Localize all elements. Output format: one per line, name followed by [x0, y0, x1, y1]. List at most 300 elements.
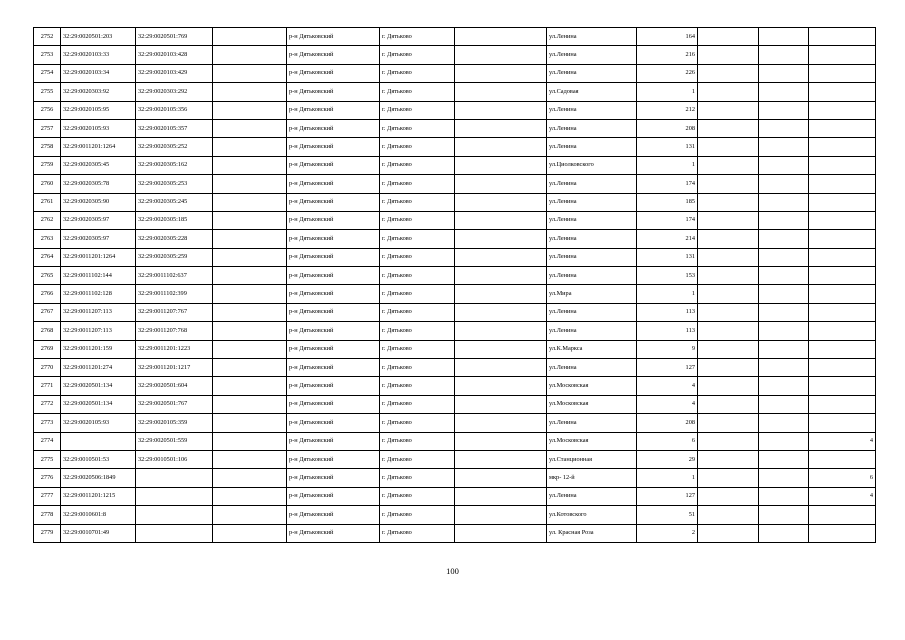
empty-cell [698, 83, 759, 101]
empty-cell [455, 487, 547, 505]
district-cell: р-н Дятьковский [287, 119, 380, 137]
row-number-cell: 2778 [34, 506, 61, 524]
house-number-cell: 164 [637, 28, 698, 46]
table-row [34, 211, 876, 229]
row-number-cell: 2775 [34, 450, 61, 468]
house-number-cell: 1 [637, 469, 698, 487]
house-number-cell: 127 [637, 359, 698, 377]
city-cell: г. Дятьково [380, 303, 455, 321]
row-number-cell: 2771 [34, 377, 61, 395]
street-cell: ул.Ленина [547, 211, 637, 229]
empty-cell [698, 267, 759, 285]
empty-cell [759, 267, 809, 285]
district-cell: р-н Дятьковский [287, 469, 380, 487]
cadastral-number-cell: 32:29:0020105:93 [61, 119, 136, 137]
apartment-cell [809, 64, 876, 82]
row-number-cell: 2766 [34, 285, 61, 303]
empty-cell [213, 175, 287, 193]
empty-cell [455, 46, 547, 64]
object-cadastral-number-cell: 32:29:0011102:637 [136, 267, 213, 285]
empty-cell [455, 211, 547, 229]
city-cell: г. Дятьково [380, 267, 455, 285]
apartment-cell [809, 248, 876, 266]
street-cell: ул.Ленина [547, 101, 637, 119]
row-number-cell: 2763 [34, 230, 61, 248]
empty-cell [455, 506, 547, 524]
row-number-cell: 2772 [34, 395, 61, 413]
cadastral-number-cell: 32:29:0020501:134 [61, 377, 136, 395]
apartment-cell [809, 230, 876, 248]
table-row [34, 285, 876, 303]
house-number-cell: 2 [637, 524, 698, 542]
empty-cell [213, 193, 287, 211]
cadastral-number-cell: 32:29:0011102:144 [61, 267, 136, 285]
object-cadastral-number-cell: 32:29:0020303:292 [136, 83, 213, 101]
apartment-cell [809, 506, 876, 524]
cadastral-number-cell: 32:29:0010701:49 [61, 524, 136, 542]
house-number-cell: 9 [637, 340, 698, 358]
empty-cell [698, 322, 759, 340]
street-cell: ул.Ленина [547, 138, 637, 156]
street-cell: ул.Садовая [547, 83, 637, 101]
empty-cell [213, 211, 287, 229]
apartment-cell [809, 377, 876, 395]
empty-cell [759, 322, 809, 340]
table-row [34, 303, 876, 321]
row-number-cell: 2764 [34, 248, 61, 266]
district-cell: р-н Дятьковский [287, 211, 380, 229]
empty-cell [213, 322, 287, 340]
table-row [34, 322, 876, 340]
empty-cell [213, 46, 287, 64]
street-cell: ул.Ленина [547, 64, 637, 82]
city-cell: г. Дятьково [380, 377, 455, 395]
table-row [34, 469, 876, 487]
district-cell: р-н Дятьковский [287, 46, 380, 64]
row-number-cell: 2774 [34, 432, 61, 450]
cadastral-number-cell: 32:29:0020103:33 [61, 46, 136, 64]
empty-cell [759, 340, 809, 358]
house-number-cell: 174 [637, 211, 698, 229]
object-cadastral-number-cell: 32:29:0020305:245 [136, 193, 213, 211]
empty-cell [698, 450, 759, 468]
object-cadastral-number-cell: 32:29:0020501:604 [136, 377, 213, 395]
empty-cell [213, 248, 287, 266]
object-cadastral-number-cell: 32:29:0020501:769 [136, 28, 213, 46]
row-number-cell: 2762 [34, 211, 61, 229]
house-number-cell: 4 [637, 395, 698, 413]
street-cell: ул.Ленина [547, 46, 637, 64]
city-cell: г. Дятьково [380, 230, 455, 248]
street-cell: ул.Ленина [547, 230, 637, 248]
district-cell: р-н Дятьковский [287, 83, 380, 101]
table-row [34, 83, 876, 101]
street-cell: ул.Мира [547, 285, 637, 303]
district-cell: р-н Дятьковский [287, 267, 380, 285]
empty-cell [759, 156, 809, 174]
district-cell: р-н Дятьковский [287, 175, 380, 193]
cadastral-number-cell: 32:29:0020501:134 [61, 395, 136, 413]
row-number-cell: 2776 [34, 469, 61, 487]
row-number-cell: 2761 [34, 193, 61, 211]
empty-cell [759, 432, 809, 450]
apartment-cell [809, 285, 876, 303]
row-number-cell: 2760 [34, 175, 61, 193]
empty-cell [698, 432, 759, 450]
district-cell: р-н Дятьковский [287, 340, 380, 358]
district-cell: р-н Дятьковский [287, 156, 380, 174]
city-cell: г. Дятьково [380, 340, 455, 358]
apartment-cell [809, 395, 876, 413]
house-number-cell: 226 [637, 64, 698, 82]
street-cell: ул.Станционная [547, 450, 637, 468]
empty-cell [698, 211, 759, 229]
apartment-cell: 6 [809, 469, 876, 487]
city-cell: г. Дятьково [380, 211, 455, 229]
house-number-cell: 113 [637, 303, 698, 321]
table-row [34, 248, 876, 266]
cadastral-number-cell: 32:29:0020305:78 [61, 175, 136, 193]
table-row [34, 119, 876, 137]
empty-cell [455, 303, 547, 321]
street-cell: ул.Московская [547, 377, 637, 395]
house-number-cell: 4 [637, 377, 698, 395]
empty-cell [759, 303, 809, 321]
object-cadastral-number-cell: 32:29:0010501:106 [136, 450, 213, 468]
house-number-cell: 29 [637, 450, 698, 468]
apartment-cell [809, 303, 876, 321]
object-cadastral-number-cell: 32:29:0020501:559 [136, 432, 213, 450]
city-cell: г. Дятьково [380, 193, 455, 211]
cadastral-number-cell: 32:29:0020103:34 [61, 64, 136, 82]
house-number-cell: 216 [637, 46, 698, 64]
empty-cell [455, 267, 547, 285]
empty-cell [455, 285, 547, 303]
row-number-cell: 2779 [34, 524, 61, 542]
street-cell: ул.Ленина [547, 359, 637, 377]
city-cell: г. Дятьково [380, 83, 455, 101]
house-number-cell: 214 [637, 230, 698, 248]
apartment-cell [809, 28, 876, 46]
empty-cell [213, 450, 287, 468]
city-cell: г. Дятьково [380, 28, 455, 46]
object-cadastral-number-cell: 32:29:0020103:428 [136, 46, 213, 64]
object-cadastral-number-cell: 32:29:0020105:359 [136, 414, 213, 432]
district-cell: р-н Дятьковский [287, 450, 380, 468]
row-number-cell: 2767 [34, 303, 61, 321]
city-cell: г. Дятьково [380, 469, 455, 487]
street-cell: ул.Ленина [547, 303, 637, 321]
apartment-cell [809, 322, 876, 340]
empty-cell [213, 156, 287, 174]
empty-cell [759, 450, 809, 468]
street-cell: ул.Ленина [547, 414, 637, 432]
page-number: 100 [446, 566, 459, 576]
empty-cell [213, 377, 287, 395]
row-number-cell: 2773 [34, 414, 61, 432]
district-cell: р-н Дятьковский [287, 285, 380, 303]
table-row [34, 267, 876, 285]
empty-cell [455, 83, 547, 101]
district-cell: р-н Дятьковский [287, 395, 380, 413]
city-cell: г. Дятьково [380, 414, 455, 432]
street-cell: ул.Ленина [547, 267, 637, 285]
cadastral-number-cell: 32:29:0010501:53 [61, 450, 136, 468]
empty-cell [455, 175, 547, 193]
row-number-cell: 2758 [34, 138, 61, 156]
object-cadastral-number-cell: 32:29:0011207:768 [136, 322, 213, 340]
row-number-cell: 2753 [34, 46, 61, 64]
empty-cell [759, 487, 809, 505]
street-cell: ул.Ленина [547, 28, 637, 46]
cadastral-number-cell: 32:29:0011102:128 [61, 285, 136, 303]
empty-cell [698, 340, 759, 358]
empty-cell [455, 119, 547, 137]
empty-cell [698, 119, 759, 137]
cadastral-number-cell: 32:29:0011201:1264 [61, 248, 136, 266]
empty-cell [698, 303, 759, 321]
cadastral-number-cell: 32:29:0011201:1264 [61, 138, 136, 156]
empty-cell [213, 285, 287, 303]
apartment-cell [809, 83, 876, 101]
city-cell: г. Дятьково [380, 101, 455, 119]
row-number-cell: 2759 [34, 156, 61, 174]
registry-rows [34, 28, 876, 543]
row-number-cell: 2765 [34, 267, 61, 285]
city-cell: г. Дятьково [380, 450, 455, 468]
cadastral-number-cell: 32:29:0020305:90 [61, 193, 136, 211]
city-cell: г. Дятьково [380, 285, 455, 303]
empty-cell [759, 285, 809, 303]
empty-cell [759, 119, 809, 137]
cadastral-number-cell: 32:29:0020305:45 [61, 156, 136, 174]
row-number-cell: 2770 [34, 359, 61, 377]
district-cell: р-н Дятьковский [287, 64, 380, 82]
empty-cell [213, 359, 287, 377]
district-cell: р-н Дятьковский [287, 432, 380, 450]
empty-cell [213, 101, 287, 119]
table-row [34, 28, 876, 46]
object-cadastral-number-cell: 32:29:0020305:253 [136, 175, 213, 193]
apartment-cell [809, 359, 876, 377]
empty-cell [213, 119, 287, 137]
city-cell: г. Дятьково [380, 248, 455, 266]
empty-cell [455, 138, 547, 156]
house-number-cell: 153 [637, 267, 698, 285]
apartment-cell [809, 211, 876, 229]
table-row [34, 193, 876, 211]
apartment-cell [809, 193, 876, 211]
street-cell: ул.Ленина [547, 248, 637, 266]
house-number-cell: 131 [637, 248, 698, 266]
empty-cell [759, 193, 809, 211]
cadastral-number-cell: 32:29:0020105:95 [61, 101, 136, 119]
apartment-cell: 4 [809, 487, 876, 505]
cadastral-number-cell: 32:29:0011207:113 [61, 322, 136, 340]
row-number-cell: 2777 [34, 487, 61, 505]
empty-cell [213, 432, 287, 450]
house-number-cell: 6 [637, 432, 698, 450]
district-cell: р-н Дятьковский [287, 377, 380, 395]
empty-cell [213, 506, 287, 524]
empty-cell [455, 377, 547, 395]
table-row [34, 138, 876, 156]
city-cell: г. Дятьково [380, 156, 455, 174]
empty-cell [698, 469, 759, 487]
house-number-cell: 127 [637, 487, 698, 505]
empty-cell [759, 64, 809, 82]
street-cell: ул.Ленина [547, 487, 637, 505]
empty-cell [759, 138, 809, 156]
empty-cell [455, 450, 547, 468]
street-cell: ул.Ленина [547, 322, 637, 340]
apartment-cell [809, 524, 876, 542]
house-number-cell: 208 [637, 414, 698, 432]
apartment-cell [809, 46, 876, 64]
empty-cell [698, 46, 759, 64]
apartment-cell [809, 267, 876, 285]
empty-cell [759, 28, 809, 46]
district-cell: р-н Дятьковский [287, 359, 380, 377]
city-cell: г. Дятьково [380, 432, 455, 450]
empty-cell [698, 395, 759, 413]
city-cell: г. Дятьково [380, 119, 455, 137]
empty-cell [213, 28, 287, 46]
city-cell: г. Дятьково [380, 524, 455, 542]
cadastral-number-cell: 32:29:0011207:113 [61, 303, 136, 321]
object-cadastral-number-cell: 32:29:0011102:399 [136, 285, 213, 303]
apartment-cell: 4 [809, 432, 876, 450]
empty-cell [455, 395, 547, 413]
cadastral-number-cell [61, 432, 136, 450]
empty-cell [698, 487, 759, 505]
empty-cell [759, 506, 809, 524]
registry-table [33, 27, 876, 543]
cadastral-number-cell: 32:29:0020303:92 [61, 83, 136, 101]
empty-cell [698, 28, 759, 46]
house-number-cell: 131 [637, 138, 698, 156]
street-cell: ул. Красная Роза [547, 524, 637, 542]
empty-cell [455, 469, 547, 487]
empty-cell [213, 414, 287, 432]
city-cell: г. Дятьково [380, 64, 455, 82]
empty-cell [698, 285, 759, 303]
table-row [34, 524, 876, 542]
empty-cell [698, 64, 759, 82]
house-number-cell: 174 [637, 175, 698, 193]
row-number-cell: 2755 [34, 83, 61, 101]
object-cadastral-number-cell: 32:29:0011207:767 [136, 303, 213, 321]
table-row [34, 340, 876, 358]
table-row [34, 487, 876, 505]
empty-cell [759, 83, 809, 101]
empty-cell [698, 101, 759, 119]
empty-cell [698, 230, 759, 248]
object-cadastral-number-cell: 32:29:0020501:767 [136, 395, 213, 413]
empty-cell [698, 175, 759, 193]
object-cadastral-number-cell: 32:29:0020105:356 [136, 101, 213, 119]
empty-cell [455, 524, 547, 542]
street-cell: ул.Ленина [547, 193, 637, 211]
empty-cell [698, 377, 759, 395]
empty-cell [759, 524, 809, 542]
empty-cell [455, 64, 547, 82]
empty-cell [455, 340, 547, 358]
empty-cell [455, 193, 547, 211]
empty-cell [455, 248, 547, 266]
district-cell: р-н Дятьковский [287, 248, 380, 266]
district-cell: р-н Дятьковский [287, 28, 380, 46]
district-cell: р-н Дятьковский [287, 487, 380, 505]
table-row [34, 101, 876, 119]
apartment-cell [809, 119, 876, 137]
empty-cell [213, 340, 287, 358]
empty-cell [759, 101, 809, 119]
street-cell: ул.К.Маркса [547, 340, 637, 358]
cadastral-number-cell: 32:29:0011201:159 [61, 340, 136, 358]
table-row [34, 175, 876, 193]
street-cell: ул.Московская [547, 432, 637, 450]
apartment-cell [809, 156, 876, 174]
row-number-cell: 2769 [34, 340, 61, 358]
table-row [34, 377, 876, 395]
empty-cell [759, 414, 809, 432]
cadastral-number-cell: 32:29:0010601:8 [61, 506, 136, 524]
empty-cell [698, 248, 759, 266]
table-row [34, 230, 876, 248]
cadastral-number-cell: 32:29:0011201:274 [61, 359, 136, 377]
empty-cell [759, 175, 809, 193]
object-cadastral-number-cell: 32:29:0020305:162 [136, 156, 213, 174]
district-cell: р-н Дятьковский [287, 524, 380, 542]
city-cell: г. Дятьково [380, 138, 455, 156]
empty-cell [759, 377, 809, 395]
object-cadastral-number-cell: 32:29:0011201:1223 [136, 340, 213, 358]
district-cell: р-н Дятьковский [287, 193, 380, 211]
house-number-cell: 212 [637, 101, 698, 119]
object-cadastral-number-cell: 32:29:0020305:259 [136, 248, 213, 266]
empty-cell [455, 322, 547, 340]
cadastral-number-cell: 32:29:0020105:93 [61, 414, 136, 432]
empty-cell [213, 395, 287, 413]
street-cell: ул.Московская [547, 395, 637, 413]
table-row [34, 395, 876, 413]
row-number-cell: 2752 [34, 28, 61, 46]
object-cadastral-number-cell: 32:29:0020305:252 [136, 138, 213, 156]
object-cadastral-number-cell: 32:29:0020305:185 [136, 211, 213, 229]
row-number-cell: 2756 [34, 101, 61, 119]
cadastral-number-cell: 32:29:0020305:97 [61, 211, 136, 229]
street-cell: ул.Ленина [547, 119, 637, 137]
empty-cell [698, 138, 759, 156]
table-row [34, 450, 876, 468]
city-cell: г. Дятьково [380, 359, 455, 377]
table-row [34, 432, 876, 450]
city-cell: г. Дятьково [380, 175, 455, 193]
empty-cell [213, 138, 287, 156]
row-number-cell: 2757 [34, 119, 61, 137]
empty-cell [759, 395, 809, 413]
empty-cell [759, 46, 809, 64]
district-cell: р-н Дятьковский [287, 506, 380, 524]
city-cell: г. Дятьково [380, 395, 455, 413]
city-cell: г. Дятьково [380, 487, 455, 505]
row-number-cell: 2768 [34, 322, 61, 340]
empty-cell [455, 432, 547, 450]
city-cell: г. Дятьково [380, 46, 455, 64]
table-row [34, 46, 876, 64]
empty-cell [698, 506, 759, 524]
